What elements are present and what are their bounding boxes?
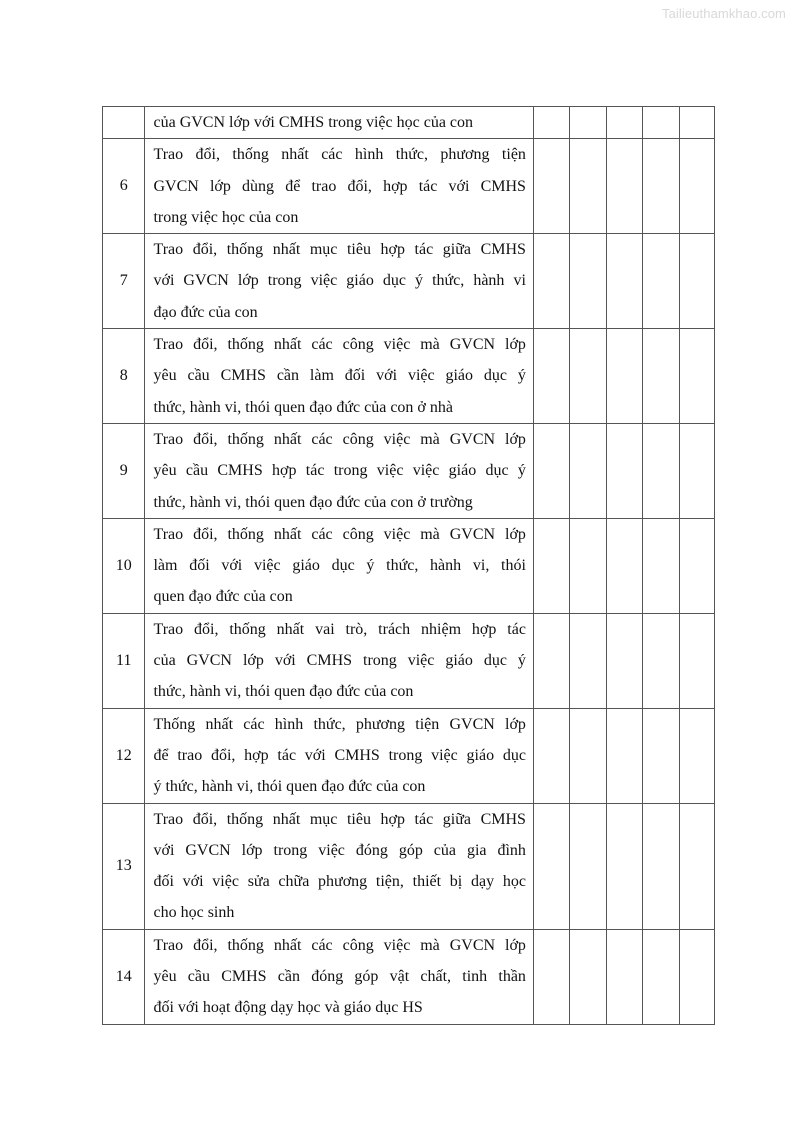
rating-cell [533, 708, 569, 803]
table-row [103, 803, 715, 929]
content-line: đối với việc sửa chữa phương tiện, thiết bị dạy học [153, 873, 526, 891]
rating-cell [679, 929, 714, 1024]
content-line: Trao đổi, thống nhất vai trò, trách nhiệm hợp tác [153, 620, 526, 638]
rating-cell [679, 423, 714, 518]
row-content [145, 803, 533, 929]
rating-cell [606, 423, 642, 518]
rating-cell [606, 929, 642, 1024]
row-content [145, 708, 533, 803]
rating-cell [643, 423, 679, 518]
rating-cell [606, 613, 642, 708]
row-content [145, 329, 533, 424]
row-content [145, 423, 533, 518]
rating-cell [533, 107, 569, 139]
content-line: Trao đổi, thống nhất các hình thức, phương tiện [153, 146, 526, 164]
rating-cell [679, 518, 714, 613]
row-number: 10 [103, 518, 145, 613]
row-content [145, 929, 533, 1024]
row-number: 12 [103, 708, 145, 803]
content-line: của GVCN lớp với CMHS trong việc học của con [153, 114, 474, 131]
row-number: 7 [103, 234, 145, 329]
table-row [103, 234, 715, 329]
rating-cell [570, 929, 606, 1024]
content-line: Trao đổi, thống nhất các công việc mà GVCN lớp [153, 525, 526, 543]
content-line: Trao đổi, thống nhất các công việc mà GVCN lớp [153, 336, 526, 354]
survey-table [102, 106, 715, 1025]
content-line: cho học sinh [153, 904, 235, 922]
rating-cell [570, 518, 606, 613]
content-line: ý thức, hành vi, thói quen đạo đức của con [153, 778, 426, 796]
table-row [103, 929, 715, 1024]
row-content [145, 139, 533, 234]
table-row [103, 423, 715, 518]
table-row [103, 613, 715, 708]
rating-cell [643, 234, 679, 329]
row-number: 14 [103, 929, 145, 1024]
content-line: với GVCN lớp trong việc giáo dục ý thức, hành vi [153, 272, 526, 290]
rating-cell [643, 518, 679, 613]
rating-cell [679, 107, 714, 139]
content-line: Trao đổi, thống nhất các công việc mà GVCN lớp [153, 430, 526, 448]
content-line: yêu cầu CMHS hợp tác trong việc việc giáo dục ý [153, 462, 526, 480]
content-line: Trao đổi, thống nhất mục tiêu hợp tác giữa CMHS [153, 241, 526, 259]
content-line: thức, hành vi, thói quen đạo đức của con ở nhà [153, 398, 453, 416]
row-number: 6 [103, 139, 145, 234]
row-number [103, 107, 145, 139]
content-line: Trao đổi, thống nhất mục tiêu hợp tác giữa CMHS [153, 810, 526, 828]
table-row [103, 518, 715, 613]
rating-cell [679, 139, 714, 234]
rating-cell [679, 329, 714, 424]
rating-cell [643, 107, 679, 139]
rating-cell [533, 329, 569, 424]
rating-cell [533, 929, 569, 1024]
rating-cell [570, 329, 606, 424]
rating-cell [643, 803, 679, 929]
content-line: đạo đức của con [153, 303, 258, 321]
rating-cell [533, 234, 569, 329]
rating-cell [570, 803, 606, 929]
rating-cell [570, 423, 606, 518]
rating-cell [606, 708, 642, 803]
rating-cell [606, 518, 642, 613]
row-number: 13 [103, 803, 145, 929]
rating-cell [533, 423, 569, 518]
rating-cell [570, 107, 606, 139]
rating-cell [606, 803, 642, 929]
rating-cell [533, 613, 569, 708]
row-content [145, 613, 533, 708]
rating-cell [679, 803, 714, 929]
rating-cell [606, 139, 642, 234]
rating-cell [570, 234, 606, 329]
rating-cell [606, 234, 642, 329]
content-line: với GVCN lớp trong việc đóng góp của gia đình [153, 841, 526, 859]
rating-cell [570, 613, 606, 708]
row-number: 9 [103, 423, 145, 518]
row-content [145, 518, 533, 613]
rating-cell [606, 329, 642, 424]
content-line: Trao đổi, thống nhất các công việc mà GVCN lớp [153, 936, 526, 954]
rating-cell [643, 613, 679, 708]
content-line: để trao đổi, hợp tác với CMHS trong việc giáo dục [153, 746, 526, 764]
rating-cell [643, 329, 679, 424]
row-number: 8 [103, 329, 145, 424]
rating-cell [679, 613, 714, 708]
table-row [103, 139, 715, 234]
row-content [145, 234, 533, 329]
rating-cell [533, 139, 569, 234]
content-line: yêu cầu CMHS cần làm đối với việc giáo dục ý [153, 367, 526, 385]
content-line: yêu cầu CMHS cần đóng góp vật chất, tinh thần [153, 968, 526, 986]
watermark: Tailieuthamkhao.com [661, 6, 786, 21]
table-row [103, 329, 715, 424]
content-line: đối với hoạt động dạy học và giáo dục HS [153, 999, 423, 1017]
rating-cell [643, 929, 679, 1024]
content-line: quen đạo đức của con [153, 588, 293, 606]
rating-cell [570, 708, 606, 803]
content-line: thức, hành vi, thói quen đạo đức của con [153, 683, 414, 701]
table-row [103, 708, 715, 803]
rating-cell [606, 107, 642, 139]
content-line: GVCN lớp dùng để trao đổi, hợp tác với CMHS [153, 177, 526, 195]
rating-cell [679, 708, 714, 803]
content-line: của GVCN lớp với CMHS trong việc giáo dục ý [153, 652, 526, 670]
row-content [145, 107, 533, 139]
rating-cell [643, 708, 679, 803]
rating-cell [533, 518, 569, 613]
table-row [103, 107, 715, 139]
content-line: làm đối với việc giáo dục ý thức, hành vi, thói [153, 557, 526, 575]
rating-cell [679, 234, 714, 329]
content-line: Thống nhất các hình thức, phương tiện GVCN lớp [153, 715, 526, 733]
table-body [103, 107, 715, 1025]
content-line: thức, hành vi, thói quen đạo đức của con ở trường [153, 493, 473, 511]
rating-cell [533, 803, 569, 929]
rating-cell [643, 139, 679, 234]
content-line: trong việc học của con [153, 208, 299, 226]
rating-cell [570, 139, 606, 234]
row-number: 11 [103, 613, 145, 708]
